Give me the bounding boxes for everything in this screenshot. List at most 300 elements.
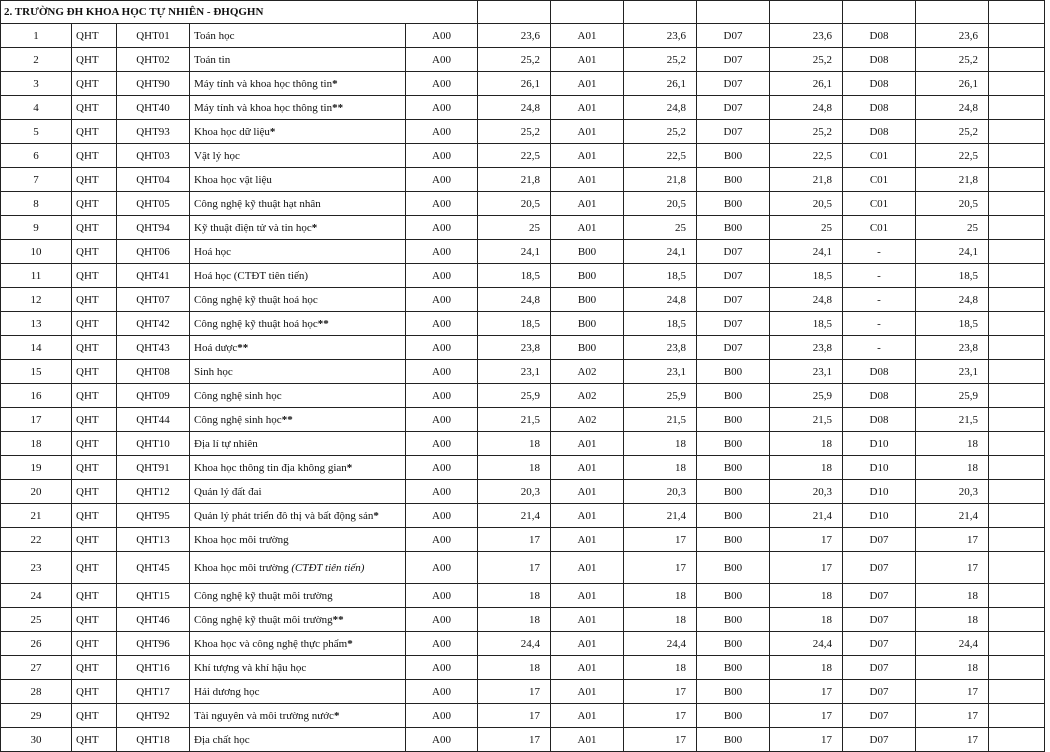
subject-block-4-cell: D08 xyxy=(843,48,916,72)
subject-block-4-cell: D08 xyxy=(843,120,916,144)
table-row xyxy=(1,528,1045,552)
school-code-cell: QHT xyxy=(72,264,117,288)
subject-block-3-cell: D07 xyxy=(697,264,770,288)
score-2-cell: 22,5 xyxy=(624,144,697,168)
empty-cell xyxy=(697,1,770,24)
score-3-cell: 25 xyxy=(770,216,843,240)
empty-cell xyxy=(989,264,1045,288)
subject-block-3-cell: B00 xyxy=(697,528,770,552)
school-code-cell: QHT xyxy=(72,680,117,704)
empty-cell xyxy=(989,408,1045,432)
subject-block-3-cell: B00 xyxy=(697,192,770,216)
score-1-cell: 24,4 xyxy=(478,632,551,656)
empty-cell xyxy=(989,656,1045,680)
row-number-cell: 27 xyxy=(1,656,72,680)
score-4-cell: 18 xyxy=(916,456,989,480)
subject-block-4-cell: D10 xyxy=(843,504,916,528)
subject-block-3-cell: B00 xyxy=(697,728,770,752)
school-code-cell: QHT xyxy=(72,608,117,632)
school-code-cell: QHT xyxy=(72,120,117,144)
subject-block-2-cell: A02 xyxy=(551,408,624,432)
subject-block-3-cell: D07 xyxy=(697,288,770,312)
score-3-cell: 18 xyxy=(770,456,843,480)
score-3-cell: 23,1 xyxy=(770,360,843,384)
score-3-cell: 17 xyxy=(770,704,843,728)
empty-cell xyxy=(624,1,697,24)
major-name: Máy tính và khoa học thông tin xyxy=(194,101,333,114)
score-3-cell: 17 xyxy=(770,552,843,584)
score-2-cell: 18 xyxy=(624,656,697,680)
subject-block-1-cell: A00 xyxy=(406,384,478,408)
school-code-cell: QHT xyxy=(72,432,117,456)
major-code-cell: QHT44 xyxy=(117,408,190,432)
table-row xyxy=(1,288,1045,312)
school-code-cell: QHT xyxy=(72,48,117,72)
subject-block-1-cell: A00 xyxy=(406,480,478,504)
section-title-row xyxy=(1,1,1045,24)
major-code-cell: QHT10 xyxy=(117,432,190,456)
subject-block-3-cell: B00 xyxy=(697,656,770,680)
score-2-cell: 25,9 xyxy=(624,384,697,408)
subject-block-1-cell: A00 xyxy=(406,168,478,192)
subject-block-4-cell: D07 xyxy=(843,728,916,752)
major-code-cell: QHT96 xyxy=(117,632,190,656)
subject-block-1-cell: A00 xyxy=(406,552,478,584)
major-name-cell xyxy=(190,432,406,456)
table-row xyxy=(1,360,1045,384)
subject-block-4-cell: D08 xyxy=(843,96,916,120)
major-name-cell xyxy=(190,216,406,240)
major-name-cell xyxy=(190,360,406,384)
row-number-cell: 21 xyxy=(1,504,72,528)
empty-cell xyxy=(989,96,1045,120)
subject-block-2-cell: A01 xyxy=(551,192,624,216)
major-code-cell: QHT03 xyxy=(117,144,190,168)
row-number-cell: 19 xyxy=(1,456,72,480)
score-2-cell: 20,3 xyxy=(624,480,697,504)
table-row xyxy=(1,608,1045,632)
subject-block-2-cell: B00 xyxy=(551,288,624,312)
school-code-cell: QHT xyxy=(72,728,117,752)
subject-block-2-cell: A01 xyxy=(551,704,624,728)
score-4-cell: 21,5 xyxy=(916,408,989,432)
row-number-cell: 12 xyxy=(1,288,72,312)
subject-block-4-cell: - xyxy=(843,288,916,312)
score-3-cell: 23,6 xyxy=(770,24,843,48)
empty-cell xyxy=(989,24,1045,48)
empty-cell xyxy=(770,1,843,24)
row-number-cell: 20 xyxy=(1,480,72,504)
score-4-cell: 18 xyxy=(916,608,989,632)
score-1-cell: 25,9 xyxy=(478,384,551,408)
table-row xyxy=(1,552,1045,584)
subject-block-2-cell: A02 xyxy=(551,384,624,408)
empty-cell xyxy=(989,608,1045,632)
table-row xyxy=(1,728,1045,752)
table-row xyxy=(1,456,1045,480)
major-code-cell: QHT17 xyxy=(117,680,190,704)
score-3-cell: 21,8 xyxy=(770,168,843,192)
empty-cell xyxy=(989,336,1045,360)
score-3-cell: 18,5 xyxy=(770,264,843,288)
score-4-cell: 17 xyxy=(916,528,989,552)
row-number-cell: 30 xyxy=(1,728,72,752)
subject-block-4-cell: - xyxy=(843,240,916,264)
major-name: Toán học xyxy=(194,29,235,42)
subject-block-4-cell: C01 xyxy=(843,216,916,240)
row-number-cell: 10 xyxy=(1,240,72,264)
major-code-cell: QHT92 xyxy=(117,704,190,728)
subject-block-3-cell: B00 xyxy=(697,408,770,432)
subject-block-1-cell: A00 xyxy=(406,120,478,144)
major-name-cell xyxy=(190,608,406,632)
major-name: Tài nguyên và môi trường nước xyxy=(194,709,334,722)
row-number-cell: 29 xyxy=(1,704,72,728)
major-marker: ** xyxy=(281,413,293,426)
major-name: Khí tượng và khí hậu học xyxy=(194,661,307,674)
subject-block-1-cell: A00 xyxy=(406,48,478,72)
score-4-cell: 18,5 xyxy=(916,264,989,288)
major-code-cell: QHT45 xyxy=(117,552,190,584)
school-code-cell: QHT xyxy=(72,144,117,168)
major-code-cell: QHT01 xyxy=(117,24,190,48)
score-3-cell: 21,5 xyxy=(770,408,843,432)
empty-cell xyxy=(989,504,1045,528)
score-1-cell: 21,8 xyxy=(478,168,551,192)
score-4-cell: 20,3 xyxy=(916,480,989,504)
major-name: Khoa học môi trường xyxy=(194,561,292,574)
subject-block-4-cell: D07 xyxy=(843,704,916,728)
subject-block-3-cell: B00 xyxy=(697,144,770,168)
subject-block-3-cell: B00 xyxy=(697,216,770,240)
score-3-cell: 25,2 xyxy=(770,48,843,72)
score-3-cell: 24,4 xyxy=(770,632,843,656)
major-name: Địa chất học xyxy=(194,733,250,746)
empty-cell xyxy=(989,456,1045,480)
row-number-cell: 11 xyxy=(1,264,72,288)
subject-block-1-cell: A00 xyxy=(406,432,478,456)
subject-block-2-cell: A01 xyxy=(551,96,624,120)
score-3-cell: 17 xyxy=(770,728,843,752)
score-3-cell: 18 xyxy=(770,656,843,680)
empty-cell xyxy=(989,192,1045,216)
score-4-cell: 24,4 xyxy=(916,632,989,656)
subject-block-2-cell: A01 xyxy=(551,168,624,192)
score-3-cell: 25,9 xyxy=(770,384,843,408)
score-4-cell: 25,9 xyxy=(916,384,989,408)
subject-block-2-cell: A01 xyxy=(551,656,624,680)
score-1-cell: 18 xyxy=(478,432,551,456)
score-2-cell: 25 xyxy=(624,216,697,240)
subject-block-4-cell: D07 xyxy=(843,656,916,680)
score-4-cell: 17 xyxy=(916,552,989,584)
row-number-cell: 26 xyxy=(1,632,72,656)
table-row xyxy=(1,264,1045,288)
score-2-cell: 21,5 xyxy=(624,408,697,432)
score-2-cell: 25,2 xyxy=(624,120,697,144)
score-4-cell: 24,8 xyxy=(916,288,989,312)
subject-block-1-cell: A00 xyxy=(406,456,478,480)
subject-block-4-cell: D08 xyxy=(843,24,916,48)
major-code-cell: QHT05 xyxy=(117,192,190,216)
subject-block-4-cell: - xyxy=(843,336,916,360)
empty-cell xyxy=(916,1,989,24)
major-code-cell: QHT16 xyxy=(117,656,190,680)
score-1-cell: 23,6 xyxy=(478,24,551,48)
subject-block-4-cell: C01 xyxy=(843,144,916,168)
major-name: Quản lý đất đai xyxy=(194,485,262,498)
subject-block-3-cell: B00 xyxy=(697,584,770,608)
school-code-cell: QHT xyxy=(72,216,117,240)
major-marker: * xyxy=(346,461,353,474)
row-number-cell: 13 xyxy=(1,312,72,336)
major-code-cell: QHT41 xyxy=(117,264,190,288)
score-3-cell: 17 xyxy=(770,680,843,704)
subject-block-3-cell: B00 xyxy=(697,456,770,480)
subject-block-2-cell: A01 xyxy=(551,680,624,704)
score-2-cell: 17 xyxy=(624,728,697,752)
major-code-cell: QHT08 xyxy=(117,360,190,384)
row-number-cell: 16 xyxy=(1,384,72,408)
school-code-cell: QHT xyxy=(72,480,117,504)
score-1-cell: 24,8 xyxy=(478,288,551,312)
subject-block-4-cell: C01 xyxy=(843,168,916,192)
row-number-cell: 14 xyxy=(1,336,72,360)
score-4-cell: 17 xyxy=(916,680,989,704)
table-row xyxy=(1,240,1045,264)
major-code-cell: QHT94 xyxy=(117,216,190,240)
score-3-cell: 24,8 xyxy=(770,288,843,312)
empty-cell xyxy=(989,312,1045,336)
score-4-cell: 18 xyxy=(916,432,989,456)
table-row xyxy=(1,48,1045,72)
major-note: (CTĐT tiên tiến) xyxy=(291,561,365,574)
subject-block-4-cell: - xyxy=(843,312,916,336)
major-name: Công nghệ kỹ thuật hạt nhân xyxy=(194,197,321,210)
table-row xyxy=(1,192,1045,216)
subject-block-1-cell: A00 xyxy=(406,72,478,96)
score-4-cell: 22,5 xyxy=(916,144,989,168)
major-code-cell: QHT09 xyxy=(117,384,190,408)
major-name: Hải dương học xyxy=(194,685,260,698)
major-code-cell: QHT06 xyxy=(117,240,190,264)
major-name: Hoá dược xyxy=(194,341,238,354)
subject-block-3-cell: B00 xyxy=(697,360,770,384)
major-name: Toán tin xyxy=(194,53,231,66)
score-2-cell: 24,8 xyxy=(624,288,697,312)
empty-cell xyxy=(989,240,1045,264)
school-code-cell: QHT xyxy=(72,528,117,552)
major-name: Công nghệ sinh học xyxy=(194,413,282,426)
school-code-cell: QHT xyxy=(72,360,117,384)
subject-block-2-cell: B00 xyxy=(551,264,624,288)
empty-cell xyxy=(989,72,1045,96)
row-number-cell: 5 xyxy=(1,120,72,144)
major-name-cell xyxy=(190,632,406,656)
major-marker: ** xyxy=(332,101,344,114)
subject-block-4-cell: D08 xyxy=(843,408,916,432)
subject-block-4-cell: D07 xyxy=(843,632,916,656)
subject-block-4-cell: C01 xyxy=(843,192,916,216)
major-name-cell xyxy=(190,528,406,552)
row-number-cell: 6 xyxy=(1,144,72,168)
score-1-cell: 17 xyxy=(478,728,551,752)
major-code-cell: QHT12 xyxy=(117,480,190,504)
row-number-cell: 25 xyxy=(1,608,72,632)
major-name-cell xyxy=(190,48,406,72)
empty-cell xyxy=(989,480,1045,504)
major-name: Khoa học vật liệu xyxy=(194,173,272,186)
table-row xyxy=(1,632,1045,656)
major-name-cell xyxy=(190,384,406,408)
empty-cell xyxy=(989,728,1045,752)
subject-block-1-cell: A00 xyxy=(406,504,478,528)
major-marker: * xyxy=(333,709,340,722)
score-1-cell: 25 xyxy=(478,216,551,240)
subject-block-1-cell: A00 xyxy=(406,584,478,608)
subject-block-3-cell: B00 xyxy=(697,504,770,528)
row-number-cell: 23 xyxy=(1,552,72,584)
subject-block-1-cell: A00 xyxy=(406,656,478,680)
subject-block-4-cell: D07 xyxy=(843,608,916,632)
school-code-cell: QHT xyxy=(72,192,117,216)
school-code-cell: QHT xyxy=(72,96,117,120)
subject-block-2-cell: A01 xyxy=(551,584,624,608)
subject-block-2-cell: A01 xyxy=(551,608,624,632)
score-1-cell: 18 xyxy=(478,608,551,632)
score-3-cell: 21,4 xyxy=(770,504,843,528)
score-1-cell: 18,5 xyxy=(478,264,551,288)
score-4-cell: 24,1 xyxy=(916,240,989,264)
major-code-cell: QHT91 xyxy=(117,456,190,480)
empty-cell xyxy=(989,1,1045,24)
major-code-cell: QHT42 xyxy=(117,312,190,336)
major-code-cell: QHT13 xyxy=(117,528,190,552)
school-code-cell: QHT xyxy=(72,408,117,432)
row-number-cell: 22 xyxy=(1,528,72,552)
subject-block-1-cell: A00 xyxy=(406,144,478,168)
row-number-cell: 18 xyxy=(1,432,72,456)
major-name-cell xyxy=(190,192,406,216)
subject-block-3-cell: B00 xyxy=(697,168,770,192)
subject-block-2-cell: A01 xyxy=(551,528,624,552)
score-1-cell: 21,5 xyxy=(478,408,551,432)
empty-cell xyxy=(989,632,1045,656)
major-name: Hoá học (CTĐT tiên tiến) xyxy=(194,269,309,282)
subject-block-2-cell: A01 xyxy=(551,144,624,168)
subject-block-2-cell: A01 xyxy=(551,432,624,456)
score-1-cell: 24,8 xyxy=(478,96,551,120)
subject-block-4-cell: D07 xyxy=(843,680,916,704)
score-2-cell: 18 xyxy=(624,456,697,480)
score-3-cell: 25,2 xyxy=(770,120,843,144)
major-marker: * xyxy=(347,637,353,650)
major-name: Địa lí tự nhiên xyxy=(194,437,258,450)
score-4-cell: 23,6 xyxy=(916,24,989,48)
subject-block-1-cell: A00 xyxy=(406,216,478,240)
subject-block-4-cell: D10 xyxy=(843,432,916,456)
subject-block-4-cell: D08 xyxy=(843,72,916,96)
score-2-cell: 20,5 xyxy=(624,192,697,216)
empty-cell xyxy=(478,1,551,24)
major-code-cell: QHT07 xyxy=(117,288,190,312)
score-1-cell: 25,2 xyxy=(478,48,551,72)
major-name-cell xyxy=(190,584,406,608)
subject-block-3-cell: D07 xyxy=(697,72,770,96)
major-name-cell xyxy=(190,144,406,168)
subject-block-1-cell: A00 xyxy=(406,680,478,704)
major-code-cell: QHT15 xyxy=(117,584,190,608)
subject-block-1-cell: A00 xyxy=(406,608,478,632)
subject-block-3-cell: B00 xyxy=(697,480,770,504)
score-4-cell: 23,8 xyxy=(916,336,989,360)
subject-block-1-cell: A00 xyxy=(406,704,478,728)
table-row xyxy=(1,120,1045,144)
table-row xyxy=(1,96,1045,120)
subject-block-1-cell: A00 xyxy=(406,288,478,312)
subject-block-2-cell: A01 xyxy=(551,552,624,584)
table-row xyxy=(1,216,1045,240)
score-3-cell: 23,8 xyxy=(770,336,843,360)
major-name-cell xyxy=(190,24,406,48)
score-4-cell: 21,4 xyxy=(916,504,989,528)
score-2-cell: 23,6 xyxy=(624,24,697,48)
subject-block-4-cell: D10 xyxy=(843,480,916,504)
subject-block-3-cell: B00 xyxy=(697,632,770,656)
score-2-cell: 17 xyxy=(624,704,697,728)
empty-cell xyxy=(989,680,1045,704)
row-number-cell: 28 xyxy=(1,680,72,704)
score-2-cell: 26,1 xyxy=(624,72,697,96)
score-1-cell: 18,5 xyxy=(478,312,551,336)
score-2-cell: 21,4 xyxy=(624,504,697,528)
empty-cell xyxy=(989,48,1045,72)
subject-block-1-cell: A00 xyxy=(406,528,478,552)
school-code-cell: QHT xyxy=(72,168,117,192)
score-1-cell: 18 xyxy=(478,656,551,680)
score-4-cell: 20,5 xyxy=(916,192,989,216)
major-name-cell xyxy=(190,264,406,288)
score-4-cell: 24,8 xyxy=(916,96,989,120)
subject-block-3-cell: B00 xyxy=(697,704,770,728)
score-2-cell: 17 xyxy=(624,680,697,704)
major-marker: * xyxy=(332,77,338,90)
subject-block-3-cell: D07 xyxy=(697,24,770,48)
major-name: Quản lý phát triển đô thị và bất động sản xyxy=(194,509,374,522)
subject-block-2-cell: A01 xyxy=(551,728,624,752)
table-row xyxy=(1,384,1045,408)
school-code-cell: QHT xyxy=(72,312,117,336)
score-4-cell: 25 xyxy=(916,216,989,240)
empty-cell xyxy=(989,216,1045,240)
subject-block-1-cell: A00 xyxy=(406,632,478,656)
subject-block-2-cell: A01 xyxy=(551,48,624,72)
subject-block-2-cell: A01 xyxy=(551,24,624,48)
major-name: Khoa học thông tin địa không gian xyxy=(194,461,347,474)
subject-block-3-cell: D07 xyxy=(697,240,770,264)
major-name: Hoá học xyxy=(194,245,231,258)
score-2-cell: 23,8 xyxy=(624,336,697,360)
subject-block-3-cell: D07 xyxy=(697,336,770,360)
major-name: Công nghệ sinh học xyxy=(194,389,282,402)
score-4-cell: 23,1 xyxy=(916,360,989,384)
score-1-cell: 26,1 xyxy=(478,72,551,96)
score-1-cell: 18 xyxy=(478,584,551,608)
score-1-cell: 17 xyxy=(478,704,551,728)
score-3-cell: 17 xyxy=(770,528,843,552)
score-3-cell: 18 xyxy=(770,432,843,456)
subject-block-3-cell: D07 xyxy=(697,120,770,144)
